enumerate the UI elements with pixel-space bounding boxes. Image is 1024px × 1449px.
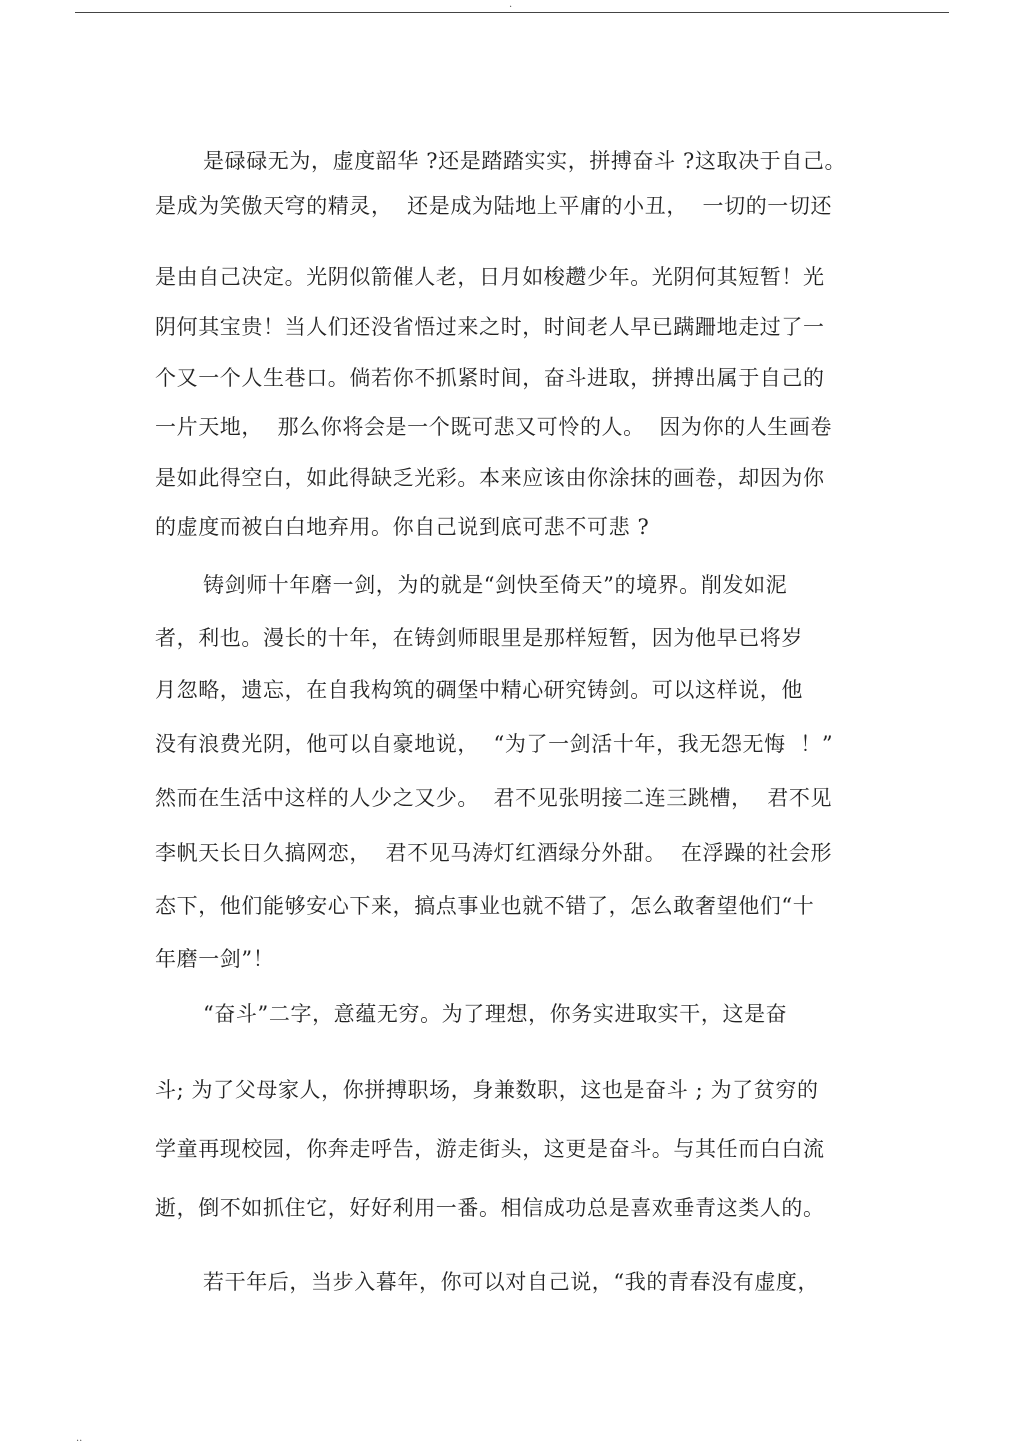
text-line: 然而在生活中这样的人少之又少。 君不见张明接二连三跳槽， 君不见	[155, 786, 833, 810]
text-line: 月忽略，遗忘，在自我构筑的碉堡中精心研究铸剑。可以这样说，他	[155, 678, 803, 702]
text-line: 是碌碌无为，虚度韶华 ?还是踏踏实实，拼搏奋斗 ?这取决于自己。	[203, 149, 847, 173]
text-line: 是如此得空白，如此得缺乏光彩。本来应该由你涂抹的画卷，却因为你	[155, 466, 825, 490]
text-line: 李帆天长日久搞网恋， 君不见马涛灯红酒绿分外甜。 在浮躁的社会形	[155, 841, 833, 865]
text-line: 斗; 为了父母家人，你拼搏职场，身兼数职，这也是奋斗 ; 为了贫穷的	[155, 1078, 819, 1102]
header-rule	[75, 12, 949, 13]
text-line: 学童再现校园，你奔走呼告，游走街头，这更是奋斗。与其任而白白流	[155, 1137, 825, 1161]
text-line: 的虚度而被白白地弃用。你自己说到底可悲不可悲 ?	[155, 515, 650, 539]
text-line: 者，利也。漫长的十年，在铸剑师眼里是那样短暂，因为他早已将岁	[155, 626, 803, 650]
text-line: 没有浪费光阴，他可以自豪地说， “为了一剑活十年，我无怨无悔 ！”	[155, 732, 834, 756]
text-line: 阴何其宝贵！当人们还没省悟过来之时，时间老人早已蹒跚地走过了一	[155, 315, 825, 339]
text-line: “奋斗”二字，意蕴无穷。为了理想，你务实进取实干，这是奋	[203, 1002, 788, 1026]
text-line: 是成为笑傲天穹的精灵， 还是成为陆地上平庸的小丑， 一切的一切还	[155, 194, 833, 218]
text-line: 个又一个人生巷口。倘若你不抓紧时间，奋斗进取，拼搏出属于自己的	[155, 366, 825, 390]
text-line: 年磨一剑”！	[155, 947, 275, 971]
text-line: 一片天地， 那么你将会是一个既可悲又可怜的人。 因为你的人生画卷	[155, 415, 833, 439]
text-line: 态下，他们能够安心下来，搞点事业也就不错了，怎么敢奢望他们“十	[155, 894, 815, 918]
header-mark: .	[509, 0, 513, 10]
text-line: 逝，倒不如抓住它，好好利用一番。相信成功总是喜欢垂青这类人的。	[155, 1196, 825, 1220]
text-line: 是由自己决定。光阴似箭催人老，日月如梭趱少年。光阴何其短暂！光	[155, 265, 825, 289]
footer-mark: ..	[76, 1433, 83, 1444]
text-line: 若干年后，当步入暮年，你可以对自己说，“我的青春没有虚度，	[203, 1270, 820, 1294]
text-line: 铸剑师十年磨一剑，为的就是“剑快至倚天”的境界。削发如泥	[203, 573, 788, 597]
